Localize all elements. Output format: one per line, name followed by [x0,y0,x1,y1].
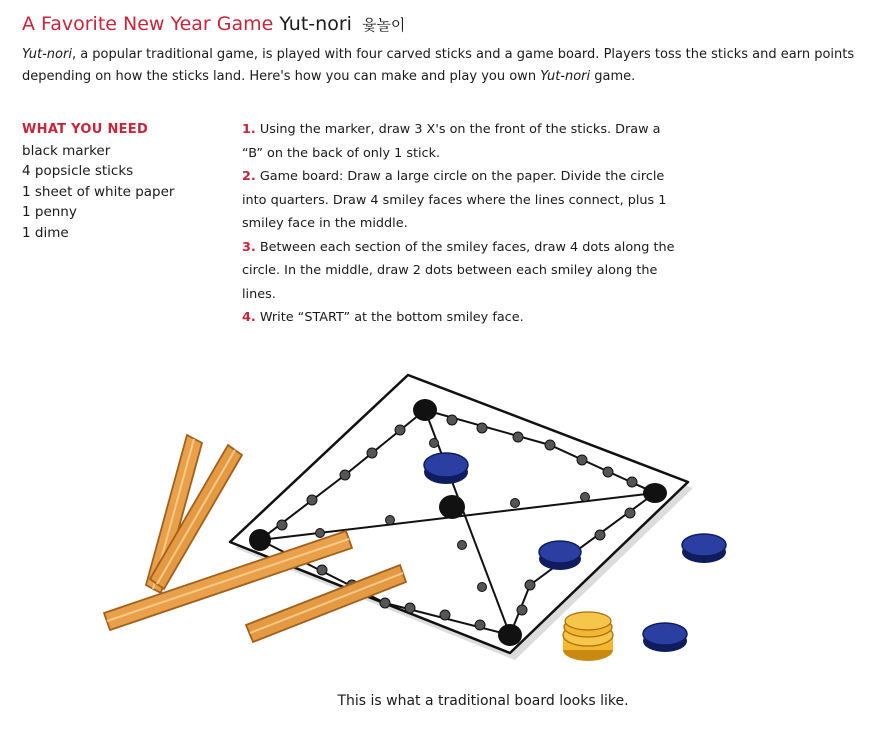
intro-term-2: Yut-nori [540,69,591,84]
title-name: Yut-nori [279,13,352,35]
supply-item: 4 popsicle sticks [22,163,134,179]
dot [625,508,635,518]
coin-stack [563,612,613,661]
corner-spot [643,483,667,503]
intro-paragraph [22,44,862,88]
intro-text-end: game. [590,69,636,84]
step-4 [242,306,682,330]
intro-text: , a popular traditional game, is played with four carved sticks and a game board. Players toss the sticks and earn points depending on how the sticks land. Here's how you can make and play you own [22,47,855,84]
dot [307,495,317,505]
dot [545,440,555,450]
dot [316,529,325,538]
board-illustration [90,365,730,675]
step-3 [242,236,682,307]
step-number: 1. [242,122,256,137]
step-1 [242,118,682,165]
dot [475,620,485,630]
center-spot [439,495,465,519]
blue-game-piece [539,541,581,570]
step-text: Using the marker, draw 3 X's on the front of the sticks. Draw a “B” on the back of only 1 stick. [242,122,661,161]
dot [440,610,450,620]
dot [595,530,605,540]
dot [513,432,523,442]
dot [395,425,405,435]
supplies-list [22,120,232,243]
blue-game-piece [643,623,687,652]
dot [340,470,350,480]
dot [478,583,487,592]
dot [581,493,590,502]
dot [447,415,457,425]
step-2 [242,165,682,236]
supply-item: 1 sheet of white paper [22,183,175,200]
dot [511,499,520,508]
supplies-heading: WHAT YOU NEED [22,122,149,137]
dot [380,598,390,608]
step-text: Write “START” at the bottom smiley face. [255,310,524,325]
corner-spot [413,399,437,421]
corner-spot [498,624,522,646]
illustration-caption: This is what a traditional board looks like. [337,693,629,709]
supply-item: 1 dime [22,224,69,241]
dot [577,455,587,465]
title-english: A Favorite New Year Game [22,13,274,35]
instructions [242,118,682,330]
dot [603,467,613,477]
page-title [22,12,405,37]
dot [517,605,527,615]
blue-game-piece [424,453,468,484]
supply-item: 1 penny [22,204,77,220]
dot [430,439,439,448]
corner-spot [249,529,271,551]
dot [386,516,395,525]
step-number: 4. [242,310,256,325]
dot [367,448,377,458]
dot [477,423,487,433]
dot [405,603,415,613]
dot [525,580,535,590]
dot [277,520,287,530]
blue-game-piece [682,534,726,563]
intro-term: Yut-nori [22,47,72,62]
dot [317,565,327,575]
title-korean: 윷놀이 [361,16,406,34]
step-number: 3. [242,239,256,255]
supply-item: black marker [22,142,111,159]
step-text: Game board: Draw a large circle on the paper. Divide the circle into quarters. Draw 4 smiley faces where the lines connect, plus 1 smiley face in the middle. [242,169,667,231]
dot [627,477,637,487]
dot [458,541,467,550]
step-text: Between each section of the smiley faces, draw 4 dots along the circle. In the middle, draw 2 dots between each smiley along the lines. [242,239,675,302]
step-number: 2. [242,169,256,184]
